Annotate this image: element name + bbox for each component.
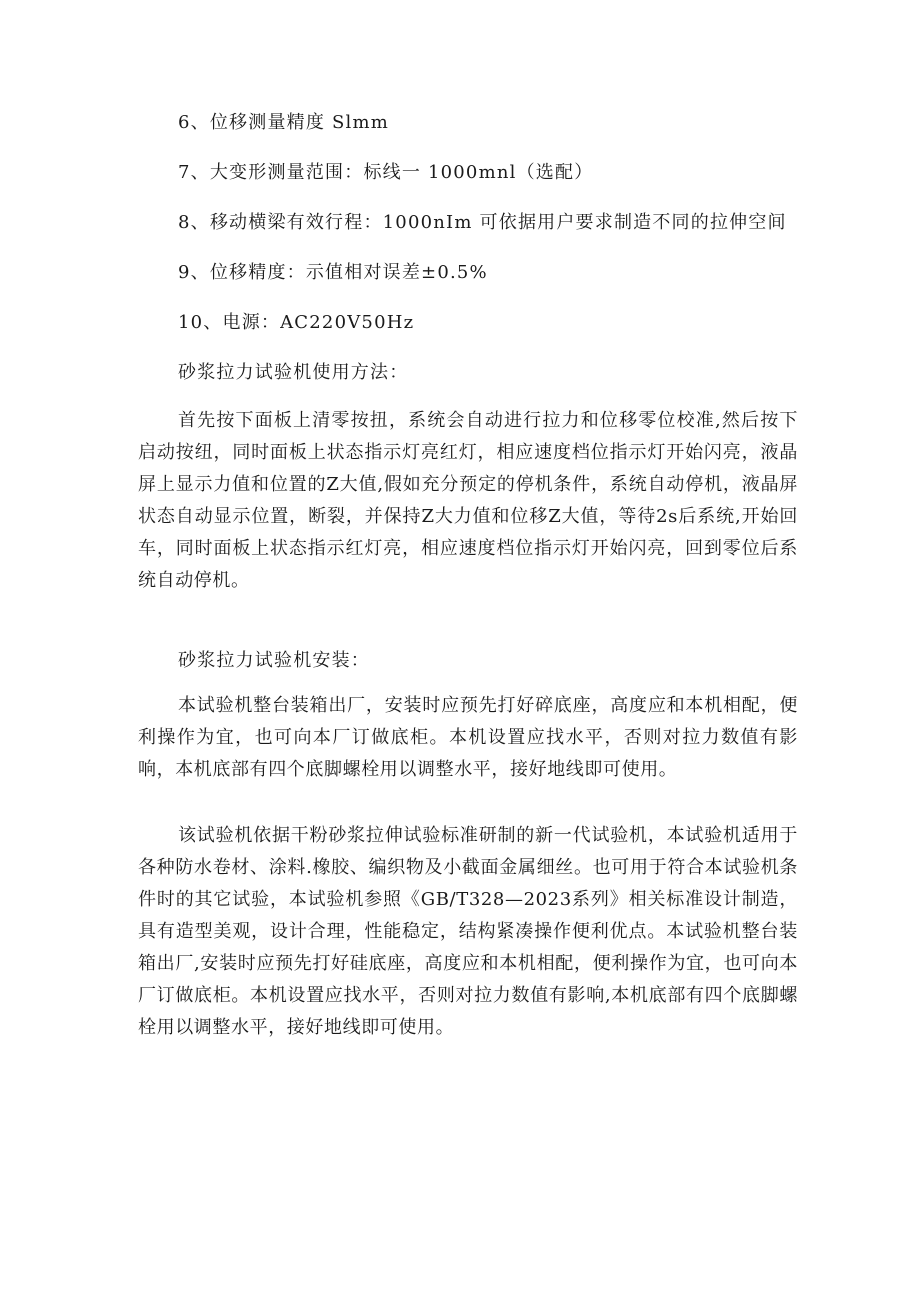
spec-item-7: 7、大变形测量范围：标线一 1000mnl（选配） [178,162,594,183]
description-paragraph: 该试验机依据干粉砂浆拉伸试验标准研制的新一代试验机，本试验机适用于各种防水卷材、涂料.橡胶、编织物及小截面金属细丝。也可用于符合本试验机条件时的其它试验，本试验机参照《GB/T328—2023系列》相关标准设计制造，具有造型美观，设计合理，性能稳定，结构紧凑操作便利优点。本试验机整台装箱出厂,安装时应预先打好硅底座，高度应和本机相配，便利操作为宜，也可向本厂订做底柜。本机设置应找水平，否则对拉力数值有影响,本机底部有四个底脚螺栓用以调整水平，接好地线即可使用。 [138,825,798,1038]
spec-item-10: 10、电源：AC220V50Hz [178,312,415,333]
install-paragraph: 本试验机整台装箱出厂，安装时应预先打好碎底座，高度应和本机相配，便利操作为宜，也可向本厂订做底柜。本机设置应找水平，否则对拉力数值有影响，本机底部有四个底脚螺栓用以调整水平，接好地线即可使用。 [138,695,798,780]
spec-item-6: 6、位移测量精度 Slmm [178,112,389,133]
install-heading: 砂浆拉力试验机安装： [178,650,370,671]
usage-paragraph: 首先按下面板上清零按扭，系统会自动进行拉力和位移零位校准,然后按下启动按纽，同时面板上状态指示灯亮红灯，相应速度档位指示灯开始闪亮，液晶屏上显示力值和位置的Z大值,假如充分预定的停机条件，系统自动停机，液晶屏状态自动显示位置，断裂，并保持Z大力值和位移Z大值，等待2s后系统,开始回车，同时面板上状态指示红灯亮，相应速度档位指示灯开始闪亮，回到零位后系统自动停机。 [138,410,798,591]
usage-heading: 砂浆拉力试验机使用方法： [178,362,409,383]
spec-item-9: 9、位移精度：示值相对误差±0.5% [178,262,488,283]
spec-item-8: 8、移动横梁有效行程：1000nIm 可依据用户要求制造不同的拉伸空间 [178,212,787,233]
